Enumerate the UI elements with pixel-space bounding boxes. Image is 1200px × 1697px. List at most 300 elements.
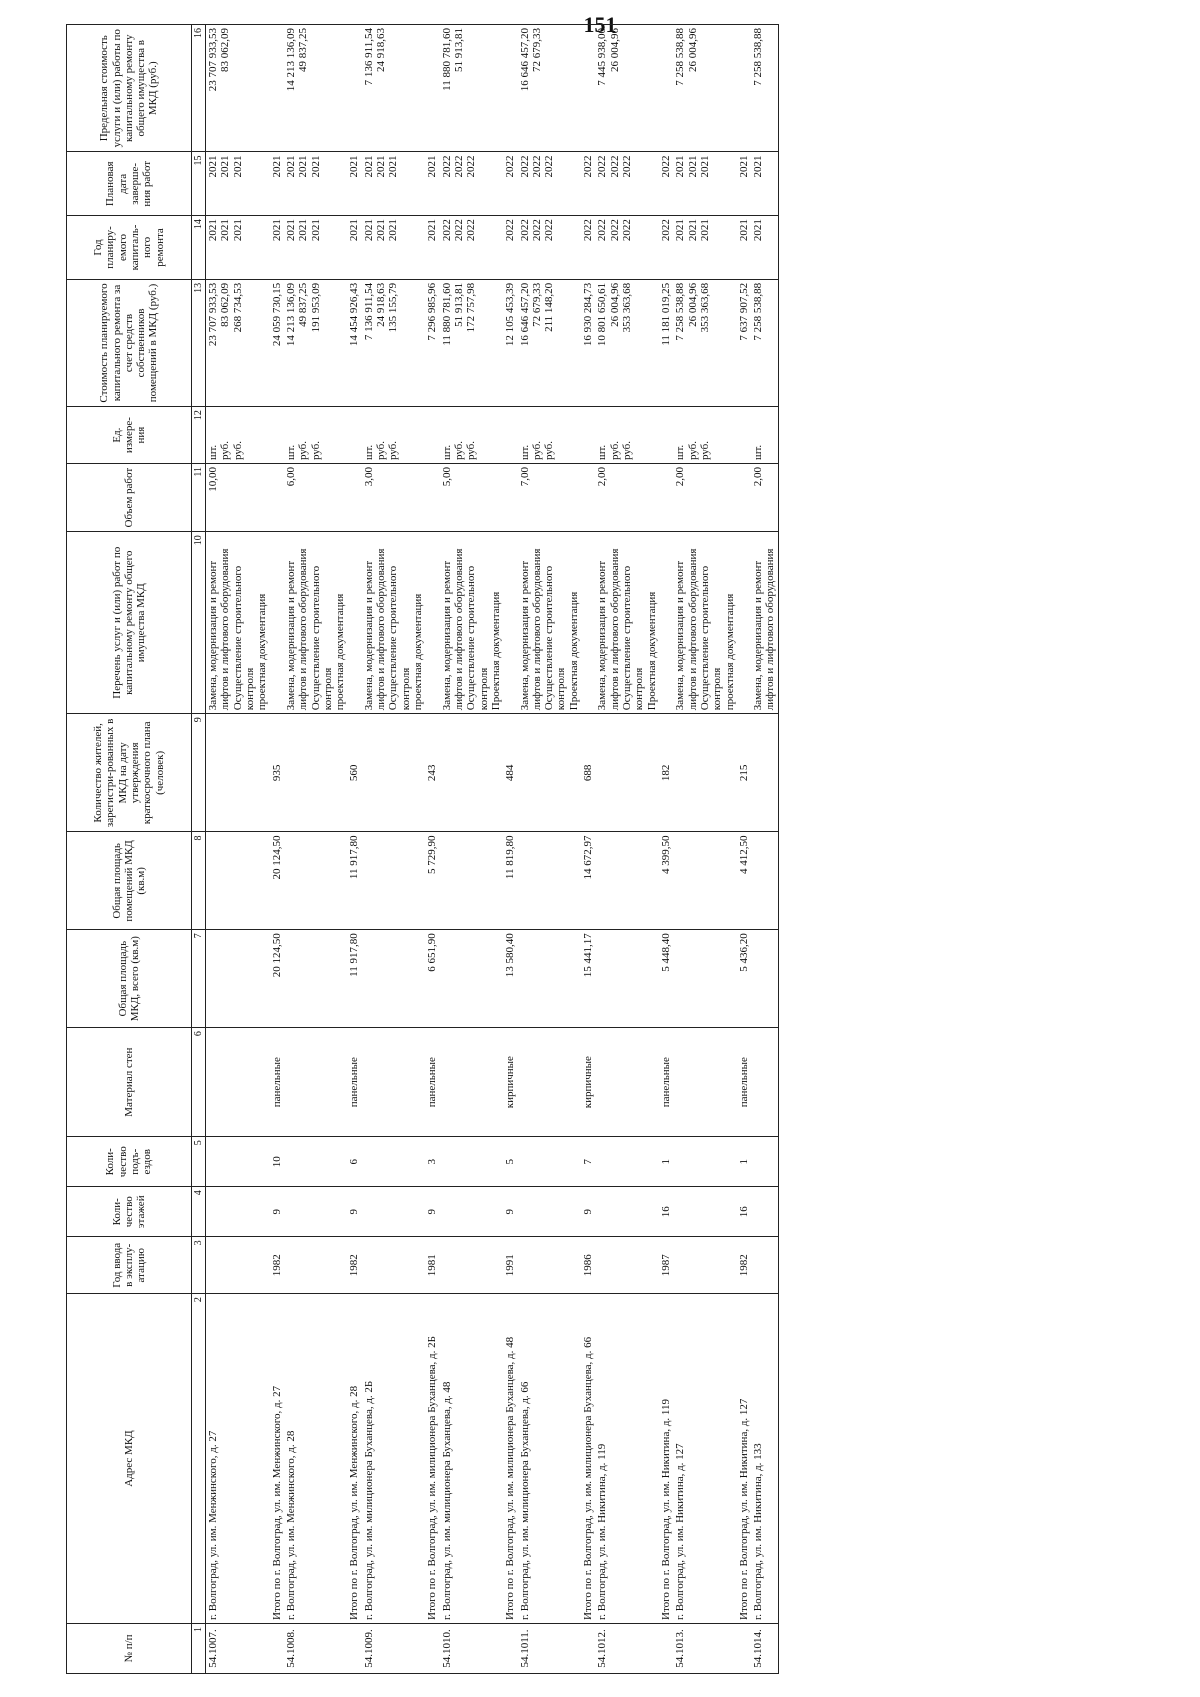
work-volume xyxy=(271,467,283,528)
plan-year-cell xyxy=(518,216,582,280)
end-date: 2021 xyxy=(752,155,765,178)
work-name: проектная документация xyxy=(412,593,424,711)
column-header-12: Ед. измере-ния xyxy=(67,407,192,464)
work-name xyxy=(271,535,283,710)
address-cell: г. Волгоград, ул. им. милиционера Буханцева, д. 66 xyxy=(518,1294,582,1624)
entrances-count: 1 xyxy=(737,1137,751,1187)
column-number-1: 1 xyxy=(192,1623,206,1673)
residents-count xyxy=(595,714,659,832)
address-cell: Итого по г. Волгоград, ул. им. Никитина, д. 127 xyxy=(737,1294,751,1624)
end-date: 2021 xyxy=(309,155,322,178)
work-name-cell xyxy=(440,532,504,714)
address-cell: г. Волгоград, ул. им. Менжинского, д. 27 xyxy=(206,1294,270,1624)
work-unit: руб. xyxy=(698,440,711,461)
plan-year-cell xyxy=(347,216,361,280)
commissioning-year: 1982 xyxy=(270,1237,284,1294)
limit-cost: 23 707 933,53 xyxy=(207,28,219,92)
end-date: 2021 xyxy=(426,155,439,178)
work-unit: руб. xyxy=(686,440,699,461)
work-name-cell xyxy=(518,532,582,714)
work-unit-cell xyxy=(362,407,426,464)
work-name: Замена, модернизация и ремонт лифтов и лифтового оборудования xyxy=(752,548,777,711)
plan-year-cell xyxy=(440,216,504,280)
commissioning-year: 1986 xyxy=(581,1237,595,1294)
end-date: 2022 xyxy=(530,155,543,178)
end-date: 2021 xyxy=(207,155,219,178)
work-volume-cell xyxy=(673,464,737,532)
work-volume xyxy=(387,467,399,528)
work-name-cell xyxy=(595,532,659,714)
rooms-area xyxy=(440,832,504,930)
work-cost-cell xyxy=(284,279,348,406)
plan-year-cell xyxy=(737,216,751,280)
plan-year: 2021 xyxy=(231,219,244,242)
table-body xyxy=(206,25,779,1674)
work-name xyxy=(504,535,516,710)
column-header-2: Адрес МКД xyxy=(67,1294,192,1624)
end-date: 2022 xyxy=(608,155,621,178)
plan-year-cell xyxy=(270,216,284,280)
table-row xyxy=(425,25,439,1674)
work-name: Осуществление строительного контроля xyxy=(387,565,412,711)
row-number xyxy=(659,1623,673,1673)
plan-year: 2021 xyxy=(426,219,439,242)
table-row xyxy=(595,25,659,1674)
end-date-cell xyxy=(503,152,517,216)
residents-count xyxy=(673,714,737,832)
total-area: 6 651,90 xyxy=(425,930,439,1028)
plan-year-cell xyxy=(284,216,348,280)
limit-cost-cell xyxy=(581,25,595,152)
wall-material xyxy=(751,1028,778,1137)
column-header-1: № п/п xyxy=(67,1623,192,1673)
limit-cost: 14 213 136,09 xyxy=(284,28,297,92)
rooms-area: 4 399,50 xyxy=(659,832,673,930)
rooms-area: 20 124,50 xyxy=(270,832,284,930)
column-number-10: 10 xyxy=(192,532,206,714)
floors-count xyxy=(518,1187,582,1237)
work-cost: 16 646 457,20 xyxy=(518,282,531,347)
work-volume: 6,00 xyxy=(284,467,297,487)
end-date: 2021 xyxy=(270,155,283,178)
work-name: Замена, модернизация и ремонт лифтов и лифтового оборудования xyxy=(518,548,543,711)
plan-year: 2021 xyxy=(674,219,687,242)
work-name-cell xyxy=(284,532,348,714)
limit-cost: 7 136 911,54 xyxy=(362,28,375,86)
address-cell: Итого по г. Волгоград, ул. им. Менжинского, д. 27 xyxy=(270,1294,284,1624)
row-number xyxy=(737,1623,751,1673)
work-name: Осуществление строительного контроля xyxy=(621,565,646,711)
column-number-5: 5 xyxy=(192,1137,206,1187)
plan-year: 2021 xyxy=(309,219,322,242)
total-area xyxy=(206,930,270,1028)
entrances-count xyxy=(751,1137,778,1187)
plan-year-cell xyxy=(751,216,778,280)
work-cost: 26 004,96 xyxy=(686,282,699,327)
work-unit-cell xyxy=(206,407,270,464)
work-cost-cell xyxy=(751,279,778,406)
work-unit-cell xyxy=(425,407,439,464)
work-unit-cell xyxy=(581,407,595,464)
end-date: 2021 xyxy=(297,155,310,178)
work-unit: шт. xyxy=(674,444,687,461)
work-unit: руб. xyxy=(465,440,478,461)
work-volume-cell xyxy=(440,464,504,532)
entrances-count: 6 xyxy=(347,1137,361,1187)
limit-cost xyxy=(426,28,438,148)
address-cell: г. Волгоград, ул. им. милиционера Буханцева, д. 2Б xyxy=(362,1294,426,1624)
work-name xyxy=(738,535,750,710)
work-name xyxy=(582,535,594,710)
work-cost-cell xyxy=(503,279,517,406)
address-cell: Итого по г. Волгоград, ул. им. милиционера Буханцева, д. 48 xyxy=(503,1294,517,1624)
work-volume: 3,00 xyxy=(362,467,375,487)
work-cost: 49 837,25 xyxy=(297,282,310,327)
work-volume xyxy=(660,467,672,528)
work-unit xyxy=(660,410,672,460)
limit-cost: 7 445 938,00 xyxy=(596,28,609,86)
wall-material: панельные xyxy=(425,1028,439,1137)
column-header-10: Перечень услуг и (или) работ по капитальному ремонту общего имущества МКД xyxy=(67,532,192,714)
work-volume: 10,00 xyxy=(207,467,219,492)
column-number-7: 7 xyxy=(192,930,206,1028)
work-volume-cell xyxy=(659,464,673,532)
entrances-count xyxy=(284,1137,348,1187)
column-header-5: Коли-чество подъ-ездов xyxy=(67,1137,192,1187)
wall-material xyxy=(284,1028,348,1137)
work-cost-cell xyxy=(347,279,361,406)
plan-year-cell xyxy=(673,216,737,280)
work-cost: 26 004,96 xyxy=(608,282,621,327)
floors-count xyxy=(673,1187,737,1237)
total-area xyxy=(673,930,737,1028)
rooms-area xyxy=(284,832,348,930)
end-date: 2021 xyxy=(387,155,400,178)
address-cell: Итого по г. Волгоград, ул. им. милиционера Буханцева, д. 2Б xyxy=(425,1294,439,1624)
total-area xyxy=(284,930,348,1028)
address-cell: г. Волгоград, ул. им. Никитина, д. 133 xyxy=(751,1294,778,1624)
end-date: 2021 xyxy=(231,155,244,178)
end-date-cell xyxy=(347,152,361,216)
row-number: 54.1014. xyxy=(751,1623,778,1673)
table-row xyxy=(206,25,270,1674)
work-name-cell xyxy=(659,532,673,714)
work-name-cell xyxy=(581,532,595,714)
work-volume xyxy=(297,467,309,528)
total-area: 11 917,80 xyxy=(347,930,361,1028)
column-number-6: 6 xyxy=(192,1028,206,1137)
work-unit: руб. xyxy=(375,440,388,461)
column-number-8: 8 xyxy=(192,832,206,930)
end-date: 2021 xyxy=(348,155,361,178)
work-unit-cell xyxy=(595,407,659,464)
limit-cost-cell xyxy=(673,25,737,152)
limit-cost: 24 918,63 xyxy=(375,28,388,72)
total-area: 13 580,40 xyxy=(503,930,517,1028)
commissioning-year: 1982 xyxy=(737,1237,751,1294)
work-cost: 51 913,81 xyxy=(452,282,465,327)
work-volume xyxy=(609,467,621,528)
table-header-row xyxy=(67,25,192,1674)
table-row xyxy=(347,25,361,1674)
column-header-13: Стоимость планируемого капитального ремонта за счет средств собственников помещений в МКД (руб.) xyxy=(67,279,192,406)
limit-cost: 83 062,09 xyxy=(219,28,232,72)
column-header-8: Общая площадь помещений МКД (кв.м) xyxy=(67,832,192,930)
work-name: Проектная документация xyxy=(645,591,658,711)
page-number: 151 xyxy=(583,12,617,37)
work-unit: шт. xyxy=(518,444,531,461)
work-unit xyxy=(426,410,438,460)
limit-cost-cell xyxy=(659,25,673,152)
work-volume xyxy=(219,467,231,528)
plan-year-cell xyxy=(503,216,517,280)
work-unit xyxy=(348,410,360,460)
floors-count xyxy=(595,1187,659,1237)
end-date: 2022 xyxy=(596,155,609,178)
end-date: 2022 xyxy=(465,155,478,178)
limit-cost xyxy=(387,28,399,148)
work-unit-cell xyxy=(518,407,582,464)
work-name-cell xyxy=(206,532,270,714)
work-cost: 353 363,68 xyxy=(621,282,633,333)
total-area xyxy=(595,930,659,1028)
residents-count xyxy=(206,714,270,832)
end-date: 2022 xyxy=(621,155,633,178)
work-volume xyxy=(310,467,322,528)
work-volume xyxy=(375,467,387,528)
plan-year: 2021 xyxy=(362,219,375,242)
work-cost: 7 258 538,88 xyxy=(752,282,765,341)
work-name: проектная документация xyxy=(334,593,347,711)
plan-year: 2021 xyxy=(698,219,711,242)
work-unit: руб. xyxy=(452,440,465,461)
commissioning-year: 1987 xyxy=(659,1237,673,1294)
table-row xyxy=(581,25,595,1674)
wall-material xyxy=(595,1028,659,1137)
commissioning-year xyxy=(206,1237,270,1294)
floors-count: 9 xyxy=(270,1187,284,1237)
work-unit: шт. xyxy=(752,444,765,461)
limit-cost-cell xyxy=(751,25,778,152)
work-name-cell xyxy=(673,532,737,714)
floors-count: 16 xyxy=(659,1187,673,1237)
floors-count xyxy=(751,1187,778,1237)
limit-cost: 51 913,81 xyxy=(452,28,465,72)
total-area: 5 448,40 xyxy=(659,930,673,1028)
entrances-count: 7 xyxy=(581,1137,595,1187)
work-volume: 2,00 xyxy=(674,467,687,487)
work-volume-cell xyxy=(595,464,659,532)
floors-count xyxy=(362,1187,426,1237)
work-name-cell xyxy=(347,532,361,714)
end-date: 2022 xyxy=(452,155,465,178)
limit-cost: 26 004,96 xyxy=(608,28,621,72)
work-unit-cell xyxy=(737,407,751,464)
wall-material xyxy=(440,1028,504,1137)
rotated-table-sheet xyxy=(66,24,1144,1674)
work-volume-cell xyxy=(284,464,348,532)
plan-year: 2022 xyxy=(465,219,478,242)
floors-count xyxy=(284,1187,348,1237)
plan-year-cell xyxy=(362,216,426,280)
plan-year: 2022 xyxy=(504,219,517,242)
rooms-area xyxy=(595,832,659,930)
work-volume: 7,00 xyxy=(518,467,531,487)
residents-count: 935 xyxy=(270,714,284,832)
plan-year-cell xyxy=(581,216,595,280)
work-cost-cell xyxy=(206,279,270,406)
work-volume-cell xyxy=(518,464,582,532)
work-volume xyxy=(687,467,699,528)
limit-cost: 7 258 538,88 xyxy=(752,28,765,86)
work-cost-cell xyxy=(581,279,595,406)
work-volume xyxy=(699,467,711,528)
work-name: Замена, модернизация и ремонт лифтов и лифтового оборудования xyxy=(362,548,388,711)
column-header-16: Предельная стоимость услуги и (или) работы по капитальному ремонту общего имущества в МКД (руб.) xyxy=(67,25,192,152)
plan-year: 2021 xyxy=(686,219,699,242)
table-row xyxy=(751,25,778,1674)
end-date: 2021 xyxy=(219,155,232,178)
work-cost-cell xyxy=(673,279,737,406)
limit-cost-cell xyxy=(503,25,517,152)
entrances-count xyxy=(440,1137,504,1187)
entrances-count xyxy=(595,1137,659,1187)
end-date-cell xyxy=(206,152,270,216)
work-volume: 2,00 xyxy=(752,467,765,487)
residents-count xyxy=(440,714,504,832)
work-cost: 12 105 453,39 xyxy=(504,282,517,347)
end-date-cell xyxy=(581,152,595,216)
commissioning-year xyxy=(362,1237,426,1294)
limit-cost-cell xyxy=(440,25,504,152)
work-cost: 72 679,33 xyxy=(530,282,543,327)
work-unit-cell xyxy=(270,407,284,464)
column-number-9: 9 xyxy=(192,714,206,832)
wall-material: кирпичные xyxy=(503,1028,517,1137)
table-row xyxy=(673,25,737,1674)
residents-count: 215 xyxy=(737,714,751,832)
work-name xyxy=(348,535,360,710)
work-unit: шт. xyxy=(284,444,297,461)
limit-cost: 11 880 781,60 xyxy=(440,28,453,91)
row-number xyxy=(503,1623,517,1673)
entrances-count xyxy=(362,1137,426,1187)
work-unit: руб. xyxy=(231,440,244,461)
work-unit xyxy=(738,410,750,460)
limit-cost: 16 646 457,20 xyxy=(518,28,531,92)
work-cost-cell xyxy=(595,279,659,406)
total-area xyxy=(751,930,778,1028)
end-date-cell xyxy=(425,152,439,216)
work-cost: 353 363,68 xyxy=(698,282,711,333)
work-name: Осуществление строительного контроля xyxy=(465,565,490,711)
wall-material xyxy=(362,1028,426,1137)
work-cost-cell xyxy=(659,279,673,406)
rooms-area xyxy=(518,832,582,930)
column-number-15: 15 xyxy=(192,152,206,216)
entrances-count xyxy=(518,1137,582,1187)
work-unit-cell xyxy=(284,407,348,464)
entrances-count xyxy=(673,1137,737,1187)
wall-material: кирпичные xyxy=(581,1028,595,1137)
limit-cost xyxy=(504,28,516,148)
column-header-9: Количество жителей, зарегистри-рованных в МКД на дату утверждения краткосрочного плана (человек) xyxy=(67,714,192,832)
address-cell: г. Волгоград, ул. им. милиционера Буханцева, д. 48 xyxy=(440,1294,504,1624)
plan-year-cell xyxy=(425,216,439,280)
column-header-14: Год планиру-емого капиталь-ного ремонта xyxy=(67,216,192,280)
work-unit xyxy=(271,410,283,460)
wall-material: панельные xyxy=(737,1028,751,1137)
wall-material: панельные xyxy=(347,1028,361,1137)
rooms-area: 5 729,90 xyxy=(425,832,439,930)
work-cost: 14 454 926,43 xyxy=(348,282,361,347)
limit-cost: 7 258 538,88 xyxy=(674,28,687,86)
residents-count xyxy=(518,714,582,832)
end-date-cell xyxy=(673,152,737,216)
column-number-11: 11 xyxy=(192,464,206,532)
floors-count: 9 xyxy=(425,1187,439,1237)
end-date-cell xyxy=(659,152,673,216)
work-unit: шт. xyxy=(362,444,375,461)
plan-year: 2021 xyxy=(348,219,361,242)
end-date: 2022 xyxy=(582,155,595,178)
column-header-3: Год ввода в эксплу-атацию xyxy=(67,1237,192,1294)
work-unit-cell xyxy=(659,407,673,464)
work-cost: 10 801 650,61 xyxy=(596,282,609,347)
work-name-cell xyxy=(751,532,778,714)
end-date: 2022 xyxy=(440,155,453,178)
floors-count: 9 xyxy=(581,1187,595,1237)
limit-cost-cell xyxy=(206,25,270,152)
limit-cost: 26 004,96 xyxy=(686,28,699,72)
limit-cost xyxy=(621,28,633,148)
work-cost: 16 930 284,73 xyxy=(582,282,595,347)
row-number: 54.1009. xyxy=(362,1623,426,1673)
work-volume: 2,00 xyxy=(596,467,609,487)
end-date-cell xyxy=(751,152,778,216)
commissioning-year: 1981 xyxy=(425,1237,439,1294)
work-cost-cell xyxy=(362,279,426,406)
work-name-cell xyxy=(503,532,517,714)
work-unit: руб. xyxy=(621,440,633,461)
column-header-11: Объем работ xyxy=(67,464,192,532)
column-header-4: Коли-чество этажей xyxy=(67,1187,192,1237)
limit-cost-cell xyxy=(362,25,426,152)
floors-count: 9 xyxy=(347,1187,361,1237)
end-date: 2021 xyxy=(284,155,297,178)
commissioning-year xyxy=(284,1237,348,1294)
plan-year: 2021 xyxy=(387,219,400,242)
work-unit: руб. xyxy=(219,440,232,461)
work-unit-cell xyxy=(751,407,778,464)
rooms-area xyxy=(362,832,426,930)
table-row xyxy=(270,25,284,1674)
row-number xyxy=(425,1623,439,1673)
work-volume xyxy=(738,467,750,528)
work-cost: 268 734,53 xyxy=(231,282,244,333)
limit-cost-cell xyxy=(425,25,439,152)
work-name: Замена, модернизация и ремонт лифтов и лифтового оборудования xyxy=(207,548,232,711)
total-area: 5 436,20 xyxy=(737,930,751,1028)
work-name: Замена, модернизация и ремонт лифтов и лифтового оборудования xyxy=(284,548,310,711)
work-volume xyxy=(582,467,594,528)
limit-cost xyxy=(232,28,244,148)
commissioning-year: 1982 xyxy=(347,1237,361,1294)
plan-year-cell xyxy=(595,216,659,280)
work-cost: 11 181 019,25 xyxy=(659,282,672,346)
work-volume xyxy=(348,467,360,528)
work-unit: руб. xyxy=(543,440,556,461)
